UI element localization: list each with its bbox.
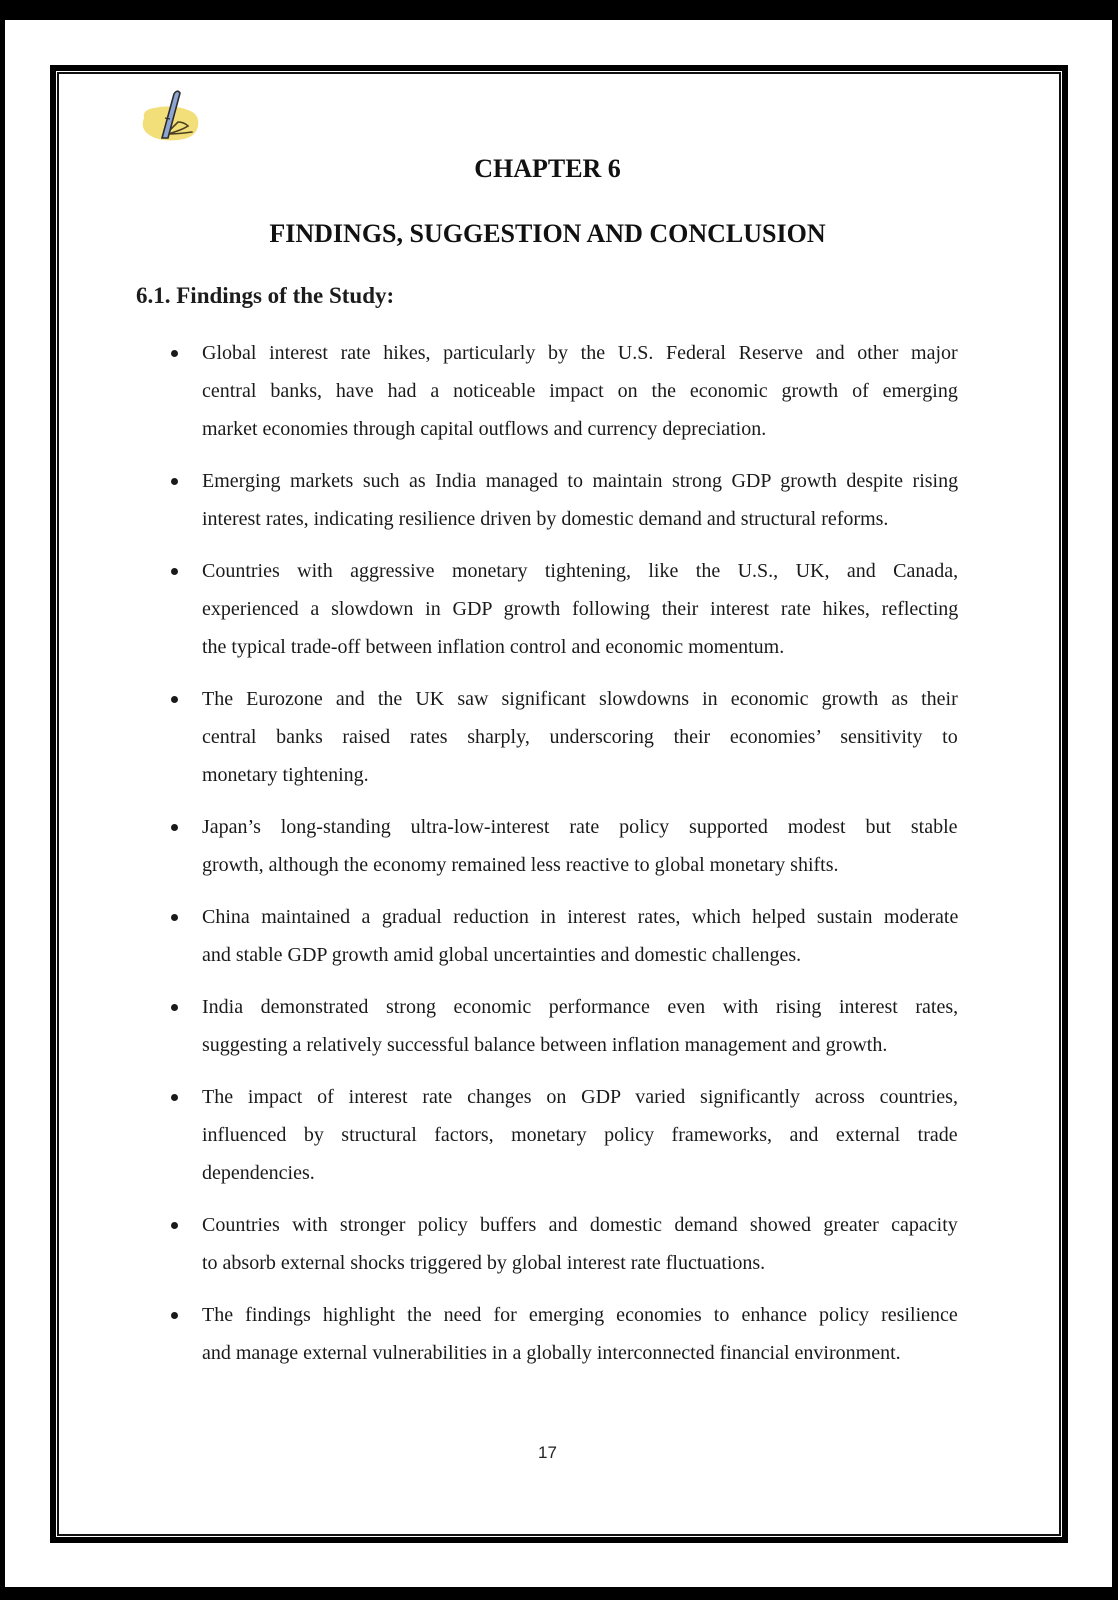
bullet-icon xyxy=(171,350,178,357)
pen-writing-icon xyxy=(138,88,206,152)
finding-text-line: central banks raised rates sharply, underscoring their economies’ sensitivity to xyxy=(202,726,958,748)
finding-text-line: market economies through capital outflows and currency depreciation. xyxy=(202,418,767,440)
finding-text-line: the typical trade-off between inflation control and economic momentum. xyxy=(202,636,785,658)
finding-text-line: to absorb external shocks triggered by global interest rate fluctuations. xyxy=(202,1252,766,1274)
finding-text-line: and manage external vulnerabilities in a globally interconnected financial environment. xyxy=(202,1342,901,1364)
finding-text-line: Emerging markets such as India managed to maintain strong GDP growth despite rising xyxy=(202,470,959,492)
chapter-title: FINDINGS, SUGGESTION AND CONCLUSION xyxy=(269,219,826,248)
bullet-icon xyxy=(171,1312,178,1319)
bullet-icon xyxy=(171,824,178,831)
bullet-icon xyxy=(171,914,178,921)
bullet-icon xyxy=(171,1004,178,1011)
finding-text-line: The findings highlight the need for emerging economies to enhance policy resilience xyxy=(202,1304,958,1326)
bullet-icon xyxy=(171,478,178,485)
finding-text-line: Japan’s long-standing ultra-low-interest rate policy supported modest but stable xyxy=(202,816,958,838)
finding-text-line: The Eurozone and the UK saw significant slowdowns in economic growth as their xyxy=(202,688,958,710)
finding-text-line: and stable GDP growth amid global uncertainties and domestic challenges. xyxy=(202,944,802,966)
page-number: 17 xyxy=(538,1443,557,1462)
finding-text-line: suggesting a relatively successful balance between inflation management and growth. xyxy=(202,1034,888,1056)
finding-text-line: China maintained a gradual reduction in interest rates, which helped sustain moderate xyxy=(202,906,959,928)
bullet-icon xyxy=(171,568,178,575)
finding-text-line: interest rates, indicating resilience driven by domestic demand and structural reforms. xyxy=(202,508,889,530)
finding-text-line: central banks, have had a noticeable impact on the economic growth of emerging xyxy=(202,380,958,402)
finding-text-line: Global interest rate hikes, particularly by the U.S. Federal Reserve and other major xyxy=(202,342,958,364)
finding-text-line: India demonstrated strong economic performance even with rising interest rates, xyxy=(202,996,959,1018)
finding-text-line: The impact of interest rate changes on GDP varied significantly across countries, xyxy=(202,1086,958,1108)
finding-text-line: dependencies. xyxy=(202,1162,315,1184)
finding-text-line: Countries with aggressive monetary tightening, like the U.S., UK, and Canada, xyxy=(202,560,959,582)
bullet-icon xyxy=(171,1222,178,1229)
finding-text-line: experienced a slowdown in GDP growth following their interest rate hikes, reflecting xyxy=(202,598,959,620)
bullet-icon xyxy=(171,1094,178,1101)
bullet-icon xyxy=(171,696,178,703)
finding-text-line: growth, although the economy remained less reactive to global monetary shifts. xyxy=(202,854,839,876)
finding-text-line: monetary tightening. xyxy=(202,764,369,786)
section-heading: 6.1. Findings of the Study: xyxy=(136,283,395,308)
chapter-label: CHAPTER 6 xyxy=(474,154,621,183)
finding-text-line: influenced by structural factors, monetary policy frameworks, and external trade xyxy=(202,1124,958,1146)
finding-text-line: Countries with stronger policy buffers and domestic demand showed greater capacity xyxy=(202,1214,958,1236)
